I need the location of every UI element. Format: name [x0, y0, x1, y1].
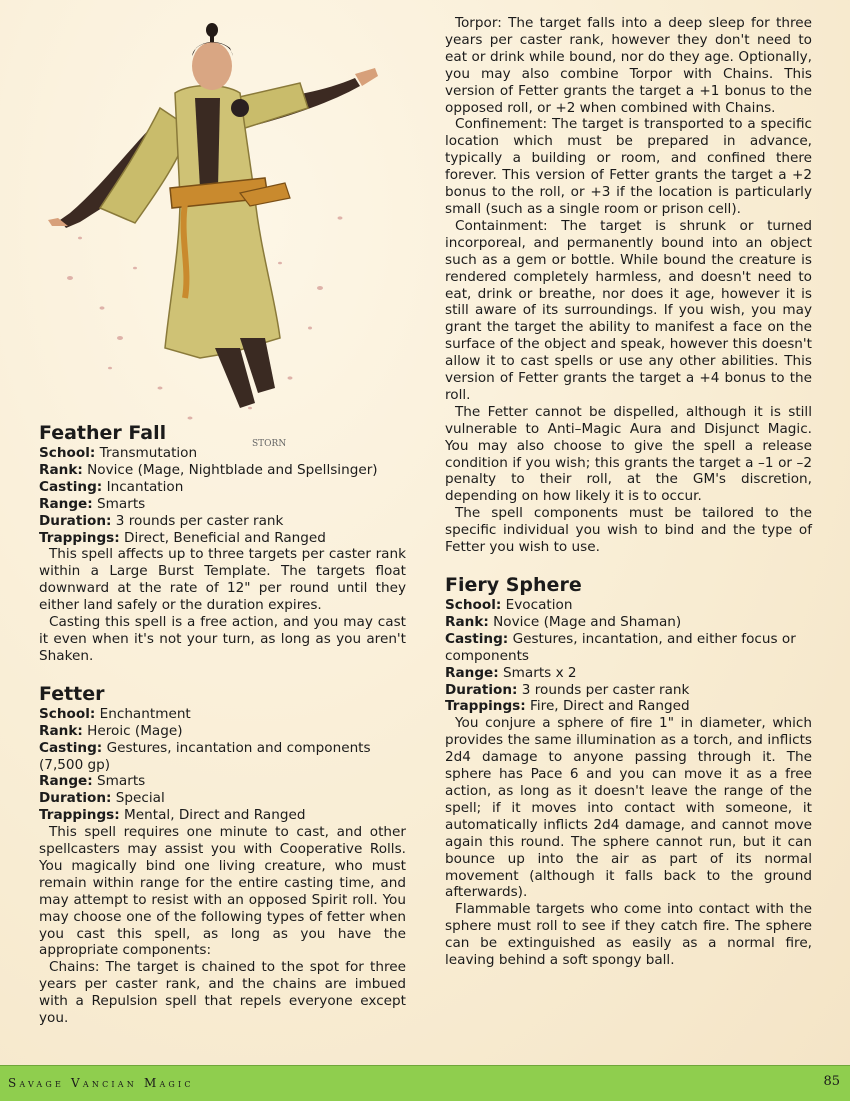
description-paragraph: You conjure a sphere of fire 1" in diameter, which provides the same illumination as a torch, and inflicts 2d4 damage to anyone passing through it. The sphere has Pace 6 and you can move it as a free action, as long as it doesn't leave the range of the spell; if it moves into contact with someone, it automatically inflicts 2d4 damage, and cannot move again this round. The sphere cannot run, but it can bounce up into the air as part of its normal movement (although it falls back to the ground afterwards).	[445, 715, 812, 901]
range-line: Range: Smarts	[39, 773, 146, 790]
rank-line: Rank: Heroic (Mage)	[39, 722, 183, 739]
description-paragraph: Casting this spell is a free action, and you may cast it even when it's not your turn, as long as you aren't Shaken.	[39, 614, 406, 664]
spell-title: Fetter	[39, 682, 105, 705]
duration-line: Duration: Special	[39, 790, 165, 807]
description-paragraph: The spell components must be tailored to the specific individual you wish to bind and the type of Fetter you wish to use.	[445, 505, 812, 556]
page-footer	[0, 1065, 850, 1101]
monk-illustration	[40, 8, 400, 448]
description-paragraph: Chains: The target is chained to the spot for three years per caster rank, and the chains are imbued with a Repulsion spell that repels everyone except you.	[39, 959, 406, 1027]
school-line: School: Enchantment	[39, 705, 191, 722]
rank-line: Rank: Novice (Mage and Shaman)	[445, 613, 682, 630]
description-paragraph: This spell affects up to three targets per caster rank within a Large Burst Template. The targets float downward at the rate of 12" per round until they either land safely or the duration expires.	[39, 546, 406, 614]
description-paragraph: Torpor: The target falls into a deep sleep for three years per caster rank, however they don't need to eat or drink while bound, nor do they age. Optionally, you may also combine Torpor with Chains. This version of Fetter grants the target a +1 bonus to the opposed roll, or +2 when combined with Chains.	[445, 15, 812, 116]
spell-fetter	[39, 682, 406, 1027]
trappings-line: Trappings: Mental, Direct and Ranged	[39, 807, 306, 824]
description-paragraph: Containment: The target is shrunk or turned incorporeal, and permanently bound into an object such as a gem or bottle. While bound the creature is rendered completely harmless, and doesn't need to eat, drink or breathe, nor does it age, however it is still aware of its surroundings. If you wish, you may grant the target the ability to manifest a face on the surface of the object and speak, however this doesn't allow it to cast spells or use any other abilities. This version of Fetter grants the target a +4 bonus to the roll.	[445, 217, 812, 403]
page-number: 85	[823, 1074, 840, 1089]
rank-line: Rank: Novice (Mage, Nightblade and Spellsinger)	[39, 461, 378, 478]
right-column	[445, 15, 812, 969]
artist-signature: STORN	[252, 439, 287, 448]
range-line: Range: Smarts x 2	[445, 664, 577, 681]
duration-line: Duration: 3 rounds per caster rank	[445, 681, 690, 698]
casting-line: Casting: Incantation	[39, 478, 184, 495]
school-line: School: Transmutation	[39, 445, 198, 461]
description-paragraph: This spell requires one minute to cast, and other spellcasters may assist you with Cooperative Rolls. You magically bind one living creature, who must remain within range for the entire casting time, and may attempt to resist with an opposed Spirit roll. You may choose one of the following types of fetter when you cast this spell, as long as you have the appropriate components:	[39, 824, 406, 959]
range-line: Range: Smarts	[39, 495, 146, 512]
casting-line: Casting: Gestures, incantation and components (7,500 gp)	[39, 739, 371, 773]
spell-title: Fiery Sphere	[445, 574, 582, 596]
school-line: School: Evocation	[445, 597, 573, 613]
casting-line: Casting: Gestures, incantation, and either focus or components	[445, 630, 796, 664]
spell-title: Feather Fall	[39, 422, 167, 444]
spell-feather-fall	[39, 421, 406, 665]
duration-line: Duration: 3 rounds per caster rank	[39, 512, 284, 529]
spell-fiery-sphere	[445, 573, 812, 969]
book-title: Savage Vancian Magic	[8, 1076, 194, 1090]
description-paragraph: Flammable targets who come into contact with the sphere must roll to see if they catch fire. The sphere can be extinguished as easily as a normal fire, leaving behind a soft spongy ball.	[445, 901, 812, 969]
description-paragraph: Confinement: The target is transported to a specific location which must be prepared in advance, typically a building or room, and confined there forever. This version of Fetter grants the target a +2 bonus to the roll, or +3 if the location is particularly small (such as a single room or prison cell).	[445, 116, 812, 217]
description-paragraph: The Fetter cannot be dispelled, although it is still vulnerable to Anti–Magic Aura and Disjunct Magic. You may also choose to give the spell a release condition if you wish; this grants the target a –1 or –2 penalty to their roll, at the GM's discretion, depending on how likely it is to occur.	[445, 403, 812, 505]
trappings-line: Trappings: Direct, Beneficial and Ranged	[39, 529, 326, 546]
trappings-line: Trappings: Fire, Direct and Ranged	[445, 698, 690, 715]
left-column	[39, 421, 406, 1027]
